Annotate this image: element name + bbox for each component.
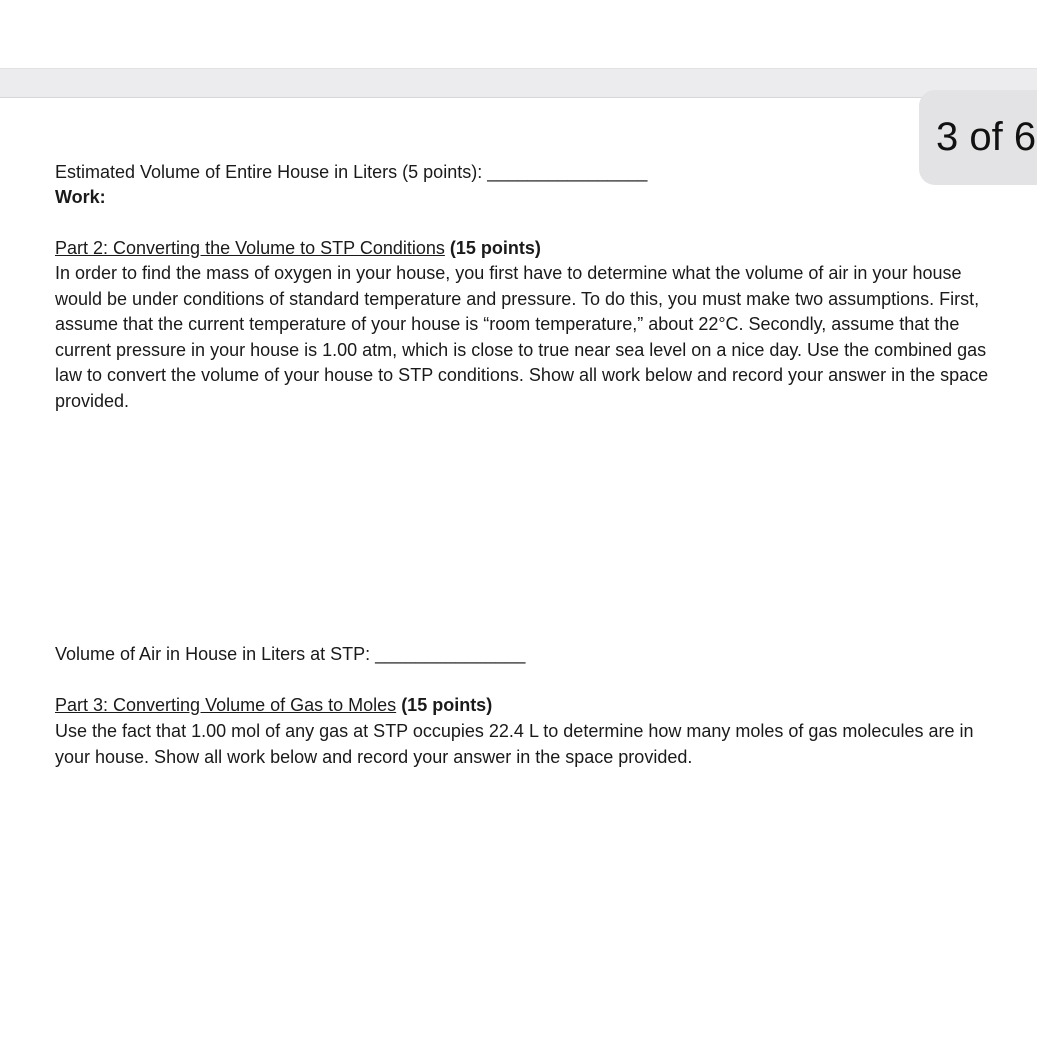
estimated-volume-label: Estimated Volume of Entire House in Liters (5 points): [55,162,483,182]
part2-heading-title: Part 2: Converting the Volume to STP Conditions [55,238,445,258]
part3-heading-points: (15 points) [401,695,493,715]
volume-stp-label: Volume of Air in House in Liters at STP: [55,644,371,664]
part3-heading [55,693,492,719]
estimated-volume-line [55,160,647,186]
part2-heading [55,236,541,262]
part2-body: In order to find the mass of oxygen in your house, you first have to determine what the volume of air in your house would be under conditions of standard temperature and pressure. To do this, you must make two assumptions. First, assume that the current temperature of your house is “room temperature,” about 22°C. Secondly, assume that the current pressure in your house is 1.00 atm, which is close to true near sea level on a nice day. Use the combined gas law to convert the volume of your house to STP conditions. Show all work below and record your answer in the space provided. [55,263,989,411]
part2-heading-points: (15 points) [449,238,541,258]
volume-stp-line [55,642,525,668]
estimated-volume-blank: ________________ [487,162,648,182]
page-separator [0,68,1037,98]
page-indicator-text: 3 of 6 [936,115,1037,159]
page-indicator [919,90,1037,185]
part3-heading-title: Part 3: Converting Volume of Gas to Moles [55,695,397,715]
work-label: Work: [55,187,106,207]
volume-stp-blank: _______________ [375,644,526,664]
part3-body: Use the fact that 1.00 mol of any gas at STP occupies 22.4 L to determine how many moles of gas molecules are in your house. Show all work below and record your answer in the space provided. [55,721,974,767]
